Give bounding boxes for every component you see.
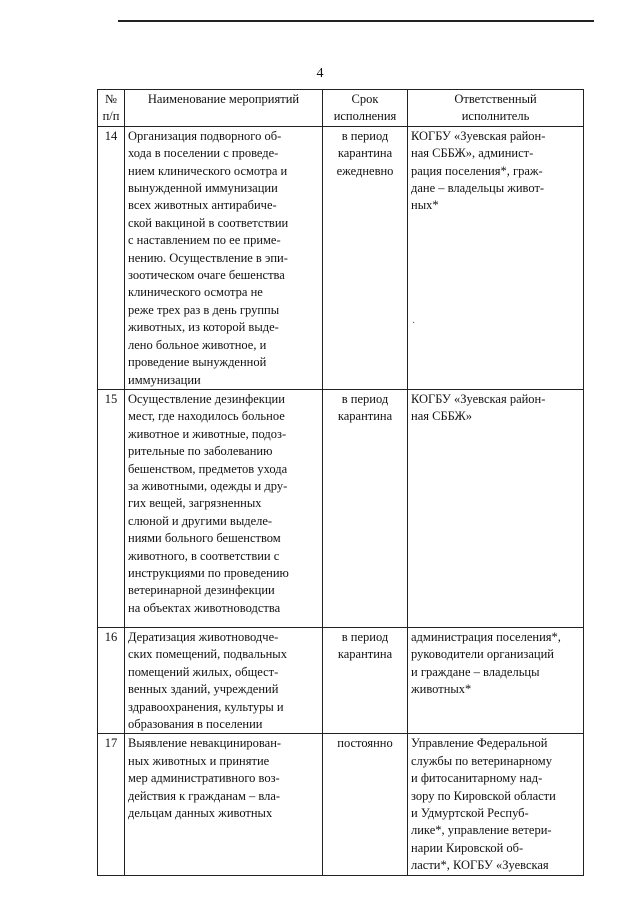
activity-line: мер административного воз-	[128, 771, 280, 786]
term-line: постоянно	[337, 736, 393, 751]
row-term	[323, 126, 408, 389]
responsible-line: и Удмуртской Респуб-	[411, 805, 529, 820]
responsible-line: службы по ветеринарному	[411, 753, 552, 768]
row-number: 17	[98, 734, 125, 875]
activity-line: здравоохранения, культуры и	[128, 699, 284, 714]
activity-line: гих вещей, загрязненных	[128, 496, 262, 511]
activity-line: ских помещений, подвальных	[128, 647, 287, 662]
header-num-line: п/п	[102, 109, 120, 124]
term-line: в период	[341, 391, 389, 406]
table-row	[98, 126, 584, 389]
responsible-line: рация поселения*, граж-	[411, 163, 543, 178]
term-line: карантина	[337, 409, 393, 424]
term-line: в период	[341, 629, 389, 644]
activity-line: ской вакциной в соответствии	[128, 215, 289, 230]
header-responsible	[408, 90, 584, 127]
responsible-line: зору по Кировской области	[411, 788, 556, 803]
responsible-line: животных*	[411, 682, 472, 697]
term-line: ежедневно	[336, 163, 394, 178]
header-activity-label: Наименование мероприятий	[147, 92, 300, 106]
activity-line: венных зданий, учреждений	[128, 682, 279, 697]
activity-line: помещений жилых, общест-	[128, 664, 279, 679]
row-responsible	[408, 627, 584, 733]
responsible-line: руководители организаций	[411, 647, 554, 662]
responsible-line: ласти*, КОГБУ «Зуевская	[411, 858, 549, 873]
responsible-line: администрация поселения*,	[411, 629, 561, 644]
activity-line: мест, где находилось больное	[128, 409, 285, 424]
row-activity	[125, 126, 323, 389]
row-number: 16	[98, 627, 125, 733]
activity-line: вынужденной иммунизации	[128, 181, 278, 196]
term-line: в период	[341, 128, 389, 143]
activity-line: бешенством, предметов ухода	[128, 461, 288, 476]
activity-line: лено больное животное, и	[128, 337, 267, 352]
activity-line: животное и животные, подоз-	[128, 426, 287, 441]
activity-line: всех животных антирабиче-	[128, 198, 277, 213]
activity-line: образования в поселении	[128, 716, 263, 731]
responsible-line: Управление Федеральной	[411, 736, 548, 751]
row-term	[323, 627, 408, 733]
header-term-line: Срок	[351, 92, 379, 106]
activity-line: Дератизация животноводче-	[128, 629, 279, 644]
term-line: карантина	[337, 146, 393, 161]
row-activity	[125, 627, 323, 733]
top-rule	[118, 20, 594, 22]
header-num	[98, 90, 125, 127]
activity-line: инструкциями по проведению	[128, 565, 289, 580]
activity-line: ветеринарной дезинфекции	[128, 583, 275, 598]
activity-line: ных животных и принятие	[128, 753, 270, 768]
activity-line: хода в поселении с проведе-	[128, 146, 279, 161]
activity-line: действия к гражданам – вла-	[128, 788, 281, 803]
row-activity	[125, 734, 323, 875]
row-responsible	[408, 734, 584, 875]
activity-line: за животными, одежды и дру-	[128, 478, 288, 493]
header-activity	[125, 90, 323, 127]
responsible-line: лике*, управление ветери-	[411, 823, 552, 838]
row-number: 14	[98, 126, 125, 389]
responsible-line: КОГБУ «Зуевская район-	[411, 391, 546, 406]
activity-line: Осуществление дезинфекции	[128, 391, 285, 406]
table-row	[98, 627, 584, 733]
activity-line: животного, в соответствии с	[128, 548, 280, 563]
stray-mark: ·	[412, 318, 416, 329]
activity-line: с наставлением по ее приме-	[128, 233, 281, 248]
term-line: карантина	[337, 647, 393, 662]
header-term	[323, 90, 408, 127]
activity-line: нению. Осуществление в эпи-	[128, 250, 288, 265]
activity-line: иммунизации	[128, 372, 201, 387]
responsible-line: ных*	[411, 198, 439, 213]
header-term-line: исполнения	[333, 109, 397, 124]
header-responsible-line: Ответственный	[454, 92, 537, 106]
responsible-line: и фитосанитарному над-	[411, 771, 543, 786]
row-term	[323, 389, 408, 627]
activity-line: проведение вынужденной	[128, 355, 267, 370]
responsible-line: дане – владельцы живот-	[411, 181, 545, 196]
header-responsible-line: исполнитель	[461, 109, 530, 124]
row-term	[323, 734, 408, 875]
responsible-line: ная СББЖ»	[411, 409, 472, 424]
activity-line: животных, из которой выде-	[128, 320, 279, 335]
activity-line: зоотическом очаге бешенства	[128, 268, 285, 283]
measures-table	[97, 89, 584, 876]
activity-line: Организация подворного об-	[128, 128, 282, 143]
page-number: 4	[316, 66, 324, 81]
responsible-line: КОГБУ «Зуевская район-	[411, 128, 546, 143]
activity-line: Выявление невакцинирован-	[128, 736, 282, 751]
activity-line: ниями больного бешенством	[128, 531, 281, 546]
responsible-line: и граждане – владельцы	[411, 664, 540, 679]
activity-line: на объектах животноводства	[128, 600, 281, 615]
table-row	[98, 734, 584, 875]
header-row	[98, 90, 584, 127]
activity-line: дельцам данных животных	[128, 805, 273, 820]
activity-line: слюной и другими выделе-	[128, 513, 273, 528]
activity-line: реже трех раз в день группы	[128, 302, 280, 317]
table-row	[98, 389, 584, 627]
responsible-line: нарии Кировской об-	[411, 840, 524, 855]
header-num-line: №	[105, 92, 117, 106]
row-number: 15	[98, 389, 125, 627]
activity-line: рительные по заболеванию	[128, 444, 273, 459]
row-responsible	[408, 126, 584, 389]
row-activity	[125, 389, 323, 627]
activity-line: клинического осмотра не	[128, 285, 263, 300]
row-responsible	[408, 389, 584, 627]
responsible-line: ная СББЖ», админист-	[411, 146, 534, 161]
activity-line: нием клинического осмотра и	[128, 163, 288, 178]
